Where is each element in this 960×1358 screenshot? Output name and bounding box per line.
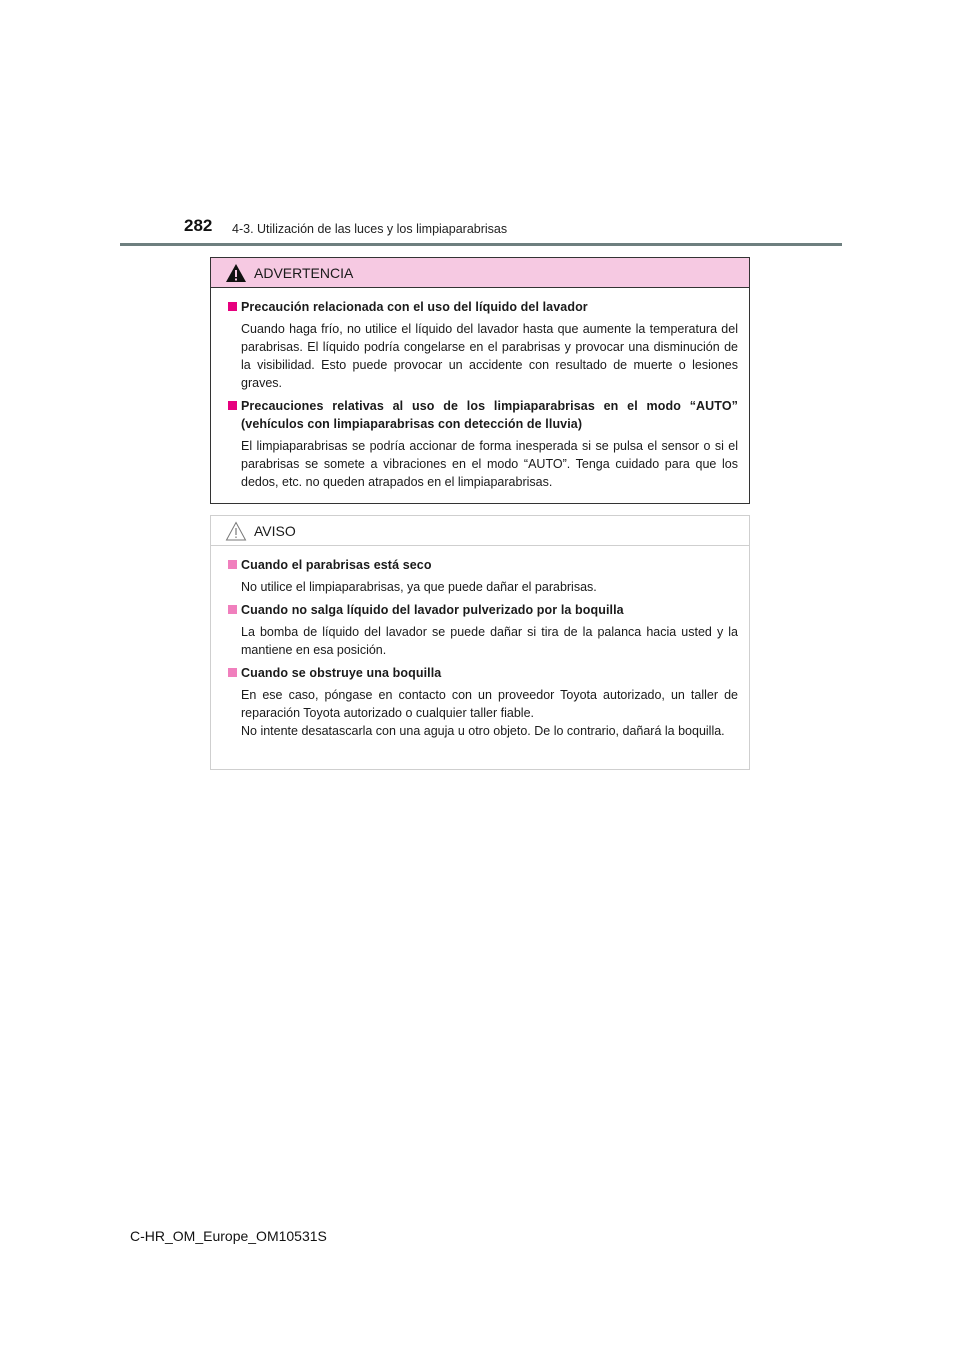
bullet-square-icon [228, 605, 237, 614]
warning-label: ADVERTENCIA [254, 264, 354, 281]
warning-item-text: El limpiaparabrisas se podría accionar de forma inesperada si se pulsa el sensor o si el parabrisas se somete a vibraciones en el modo “AUTO”. Tenga cuidado para que los dedos, etc. no queden atrapados en el limpiaparabrisas. [241, 439, 738, 489]
caution-box [210, 515, 750, 770]
caution-item [228, 601, 738, 659]
warning-item [228, 298, 738, 392]
warning-triangle-icon [225, 263, 247, 283]
bullet-square-icon [228, 668, 237, 677]
warning-item-text: Cuando haga frío, no utilice el líquido del lavador hasta que aumente la temperatura del parabrisas. El líquido podría congelarse en el parabrisas y provocar una disminución de la visibilidad. Esto puede provocar un accidente con resultado de muerte o lesiones graves. [241, 322, 738, 390]
footer-doc-code: C-HR_OM_Europe_OM10531S [130, 1228, 327, 1244]
caution-item-text: No intente desatascarla con una aguja u otro objeto. De lo contrario, dañará la boquilla. [241, 724, 725, 738]
warning-box [210, 257, 750, 504]
bullet-square-icon [228, 302, 237, 311]
caution-item-text: En ese caso, póngase en contacto con un proveedor Toyota autorizado, un taller de reparación Toyota autorizado o cualquier taller fiable. [241, 688, 738, 720]
header-rule [120, 243, 842, 246]
caution-item-text: No utilice el limpiaparabrisas, ya que puede dañar el parabrisas. [241, 580, 597, 594]
bullet-square-icon [228, 560, 237, 569]
caution-label: AVISO [254, 522, 296, 539]
warning-item [228, 397, 738, 491]
warning-item-title: Precaución relacionada con el uso del líquido del lavador [241, 300, 588, 314]
caution-item [228, 664, 738, 740]
caution-header [211, 516, 749, 546]
caution-item-text: La bomba de líquido del lavador se puede dañar si tira de la palanca hacia usted y la mantiene en esa posición. [241, 625, 738, 657]
caution-item-title: Cuando el parabrisas está seco [241, 558, 432, 572]
bullet-square-icon [228, 401, 237, 410]
warning-item-title: Precauciones relativas al uso de los limpiaparabrisas en el modo “AUTO” (vehículos con limpiaparabrisas con detección de lluvia) [241, 399, 738, 431]
warning-header [211, 258, 749, 288]
caution-item-title: Cuando se obstruye una boquilla [241, 666, 442, 680]
section-title: 4-3. Utilización de las luces y los limpiaparabrisas [232, 222, 508, 236]
caution-triangle-icon [225, 521, 247, 541]
caution-item [228, 556, 738, 596]
page-number: 282 [184, 216, 213, 235]
caution-item-title: Cuando no salga líquido del lavador pulverizado por la boquilla [241, 603, 624, 617]
